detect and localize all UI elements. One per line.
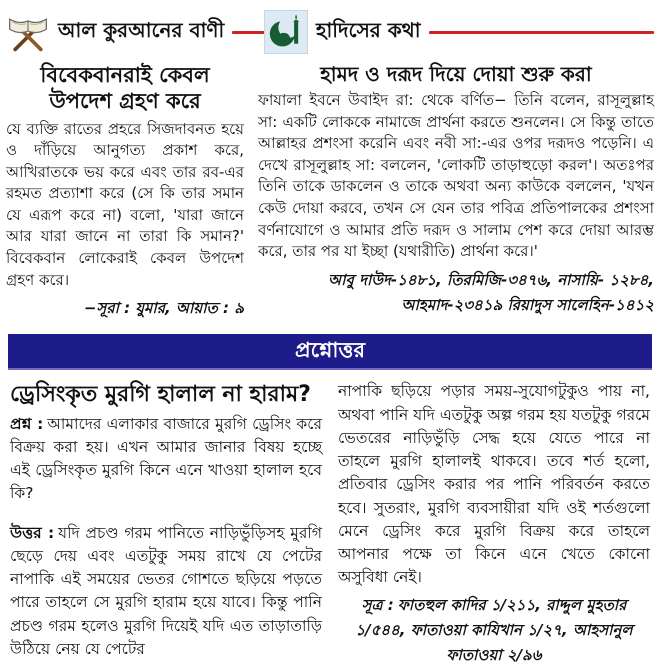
answer-text-left: যদি প্রচণ্ড গরম পানিতে নাড়িভুঁড়িসহ মুরগি ছেড়ে দেয় এবং এতটুকু সময় রাখে যে পেটের নাপাকি এই সময়ের ভেতর গোশতে ছড়িয়ে পড়তে পারে তাহলে সে মুরগি হারাম হয়ে যাবে। কিন্তু পানি প্রচণ্ড গরম হলেও মুরগি দিয়েই যদি এত তাড়াতাড়ি উঠিয়ে নেয় যে পেটের — [10, 523, 322, 658]
hadith-body: ফাযালা ইবনে উবাইদ রা: থেকে বর্ণিত− তিনি বলেন, রাসূলুল্লাহ সা: একটি লোককে নামাজে প্রার্থনা করতে শুনলেন। সে কিন্তু তাতে আল্লাহর প্রশংসা করেনি এবং নবী সা:-এর ওপর দরূদও পড়েনি। এ দেখে রাসূলুল্লাহ সা: বললেন, 'লোকটি তাড়াহুড়ো করল'। অতঃপর তিনি তাকে ডাকলেন ও তাকে অথবা অন্য কাউকে বললেন, 'যখন কেউ দোয়া করবে, তখন সে যেন তার পবিত্র প্রতিপালকের প্রশংসা বর্ণনাযোগে ও আমার প্রতি দরূদ ও সালাম পেশ করে দোয়া আরম্ভ করে, তার পর যা ইচ্ছা (যথারীতি) প্রার্থনা করে।' — [258, 91, 654, 261]
masthead — [6, 8, 654, 56]
red-rule-right — [429, 31, 655, 34]
question-text: আমাদের এলাকার বাজারে মুরগি ড্রেসিং করে বিক্রয় করা হয়। এখন আমার জানার বিষয় হচ্ছে এই ড্রেসিংকৃত মুরগি কিনে এনে খাওয়া হালাল হবে কি? — [10, 414, 323, 503]
quran-verse-heading: বিবেকবানরাই কেবল উপদেশ গ্রহণ করে — [40, 63, 210, 114]
hadith-masthead — [264, 10, 654, 54]
source-paragraph — [338, 594, 650, 669]
hadith-reference: আবু দাউদ-১৪৮১, তিরমিজি-৩৪৭৬, নাসায়ি- ১২৮৪, আহমাদ-২৩৪১৯ রিয়াদুস সালেহিন-১৪১২ — [328, 270, 654, 314]
qna-columns — [6, 380, 654, 668]
quran-verse-body: যে ব্যক্তি রাতের প্রহরে সিজদাবনত হয়ে ও দাঁড়িয়ে আনুগত্য প্রকাশ করে, আখিরাতকে ভয় করে এবং তার রব-এর রহমত প্রত্যাশা করে (সে কি তার সমান যে এরূপ করে না) বলো, 'যারা জানে আর যারা জানে না তারা কি সমান?' বিবেকবান লোকেরাই কেবল উপদেশ গ্রহণ করে। — [6, 119, 244, 289]
answer-continued-paragraph — [338, 380, 650, 589]
qna-banner-label: প্রশ্নোত্তর — [295, 337, 365, 362]
hadith-section — [258, 60, 654, 322]
qna-banner — [8, 334, 652, 370]
quran-verse-reference: −সূরা : যুমার, আয়াত : ৯ — [83, 299, 244, 318]
quran-masthead-title: আল কুরআনের বাণী — [58, 17, 225, 42]
quran-on-rehal-icon — [6, 12, 50, 52]
answer-text-right: নাপাকি ছড়িয়ে পড়ার সময়-সুযোগটুকুও পায় না, অথবা পানি যদি এতটুকু অল্প গরম হয় যতটুকু গরমে ভেতরের নাড়িভুঁড়ি সেদ্ধ হয়ে যেতে পারে না তাহলে মুরগি হালালই থাকবে। তবে শর্ত হলো, প্রতিবার ড্রেসিং করার পর পানি পরিবর্তন করতে হবে। সুতরাং, মুরগি ব্যবসায়ীরা যদি ওই শর্তগুলো মেনে ড্রেসিং করে মুরগি বিক্রয় করে তাহলে আপনার পক্ষে তা কিনে এনে খেতে কোনো অসুবিধা নেই। — [338, 382, 650, 587]
top-columns — [6, 60, 654, 322]
hadith-heading: হামদ ও দরূদ দিয়ে দোয়া শুরু করা — [320, 62, 592, 86]
hadith-masthead-title: হাদিসের কথা — [316, 17, 421, 42]
qna-left-column — [10, 380, 322, 668]
source-label: সূত্র : — [361, 595, 394, 614]
quran-masthead — [6, 12, 258, 52]
question-paragraph — [10, 413, 322, 506]
qna-right-column — [338, 380, 650, 668]
source-text: ফাতহুল কাদির ১/২১১, রাদ্দুল মুহতার ১/৫৪৪, ফাতাওয়া কাযিখান ১/২৭, আহসানুল ফাতাওয়া ২/৯৬ — [355, 595, 633, 664]
question-label: প্রশ্ন : — [10, 414, 44, 433]
qna-heading: ড্রেসিংকৃত মুরগি হালাল না হারাম? — [10, 382, 311, 408]
quran-verse-section — [6, 60, 244, 322]
answer-label: উত্তর : — [10, 523, 55, 542]
mosque-crescent-icon — [264, 10, 308, 54]
answer-paragraph — [10, 522, 322, 662]
